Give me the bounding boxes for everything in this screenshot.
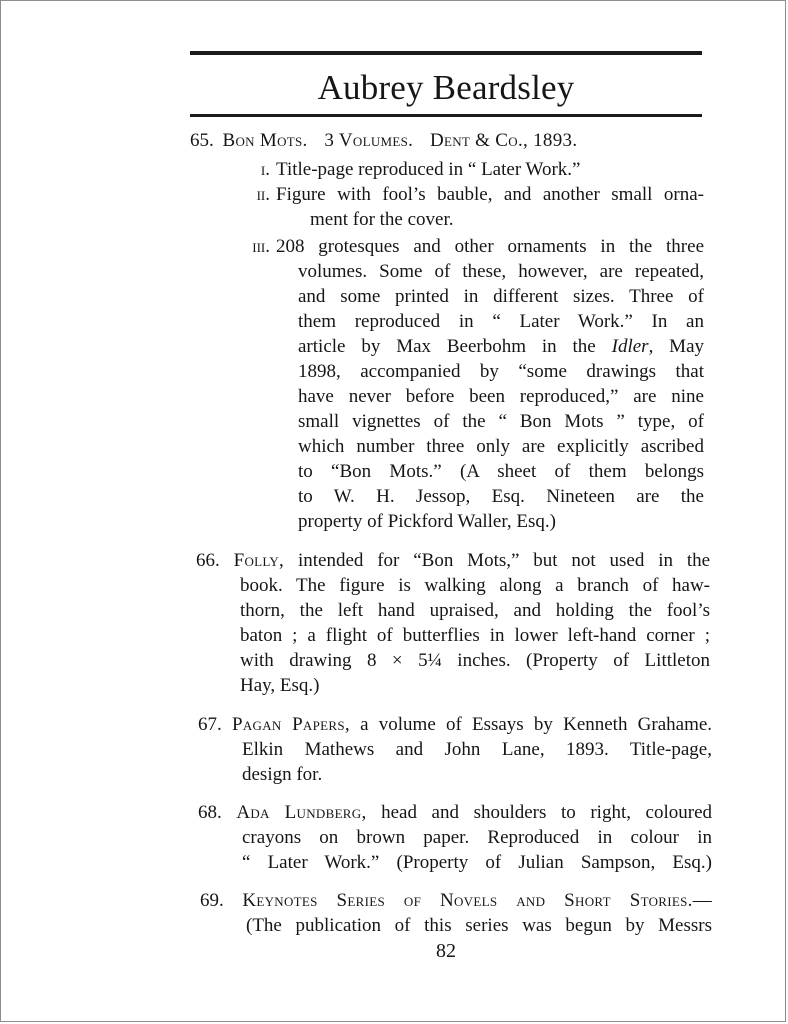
entry-65	[190, 128, 714, 534]
entry-line: (The publication of this series was begun by Messrs	[246, 915, 712, 936]
top-rule	[190, 51, 702, 55]
entry-line: book. The figure is walking along a branch of haw-	[240, 575, 710, 596]
entry-66	[190, 548, 714, 698]
sub-item-line: to W. H. Jessop, Esq. Nineteen are the	[298, 486, 704, 507]
running-head: Aubrey Beardsley	[317, 68, 575, 107]
entry-line: “ Later Work.” (Property of Julian Sampson, Esq.)	[242, 852, 712, 873]
sub-item-text: Title-page reproduced in “ Later Work.”	[276, 159, 581, 180]
entry-number: 68.	[198, 802, 222, 823]
entry-line: with drawing 8 × 5¼ inches. (Property of Littleton	[240, 650, 710, 671]
sub-item-text: , May	[648, 336, 705, 357]
sub-item-line: which number three only are explicitly ascribed	[298, 436, 704, 457]
sub-item-number: i.	[260, 159, 270, 180]
entry-line: Elkin Mathews and John Lane, 1893. Title-page,	[242, 739, 712, 760]
entry-line	[190, 712, 712, 737]
entry-title: Folly,	[233, 550, 285, 571]
entry-number: 66.	[196, 550, 220, 571]
entry-68	[190, 800, 714, 875]
sub-item-line: volumes. Some of these, however, are repeated,	[298, 261, 704, 282]
entry-number: 69.	[200, 890, 224, 911]
header-rule	[190, 114, 702, 117]
sub-item-line: property of Pickford Waller, Esq.)	[298, 511, 557, 532]
sub-item-line	[276, 334, 704, 359]
entry-line	[190, 888, 712, 913]
entry-title: Pagan Papers,	[231, 714, 350, 735]
sub-item-number: iii.	[252, 236, 270, 257]
entry-number: 67.	[198, 714, 222, 735]
entry-line: thorn, the left hand upraised, and holding the fool’s	[240, 600, 710, 621]
sub-item-line: have never before been reproduced,” are nine	[298, 386, 704, 407]
entry-title: Keynotes Series of Novels and Short Stories.—	[242, 890, 713, 911]
sub-item-line: to “Bon Mots.” (A sheet of them belongs	[298, 461, 704, 482]
entry-text: a volume of Essays by Kenneth Grahame.	[360, 714, 713, 735]
sub-item-line: 1898, accompanied by “some drawings that	[298, 361, 704, 382]
sub-item-iii	[190, 234, 714, 534]
entry-line: design for.	[242, 764, 323, 785]
journal-title: Idler	[611, 336, 649, 357]
sub-item-text: article by Max Beerbohm in the	[298, 336, 596, 357]
entry-line: crayons on brown paper. Reproduced in colour in	[242, 827, 712, 848]
entry-69	[190, 888, 714, 938]
sub-item-line: ment for the cover.	[310, 209, 454, 230]
entry-65-heading	[190, 128, 714, 153]
entry-line: Hay, Esq.)	[240, 675, 320, 696]
sub-item-line: them reproduced in “ Later Work.” In an	[298, 311, 704, 332]
entry-line	[190, 548, 710, 573]
entry-number: 65.	[190, 130, 214, 151]
sub-item-line: 208 grotesques and other ornaments in the three	[276, 236, 704, 257]
entry-line	[190, 800, 712, 825]
entry-title: Ada Lundberg,	[236, 802, 367, 823]
entry-67	[190, 712, 714, 787]
sub-item-line: small vignettes of the “ Bon Mots ” type, of	[298, 411, 704, 432]
sub-item-line: and some printed in different sizes. Three of	[298, 286, 704, 307]
sub-item-i	[190, 157, 714, 182]
entry-title: Bon Mots.	[222, 130, 308, 151]
entry-line: baton ; a flight of butterflies in lower left-hand corner ;	[240, 625, 710, 646]
page-number: 82	[436, 940, 456, 962]
sub-item-line: Figure with fool’s bauble, and another small orna-	[276, 184, 704, 205]
sub-item-number: ii.	[256, 184, 270, 205]
entry-publisher: Dent & Co., 1893.	[429, 130, 578, 151]
entry-text: intended for “Bon Mots,” but not used in the	[297, 550, 711, 571]
entry-text: head and shoulders to right, coloured	[381, 802, 713, 823]
entry-volumes: 3 Volumes.	[324, 130, 414, 151]
sub-item-ii	[190, 182, 714, 232]
